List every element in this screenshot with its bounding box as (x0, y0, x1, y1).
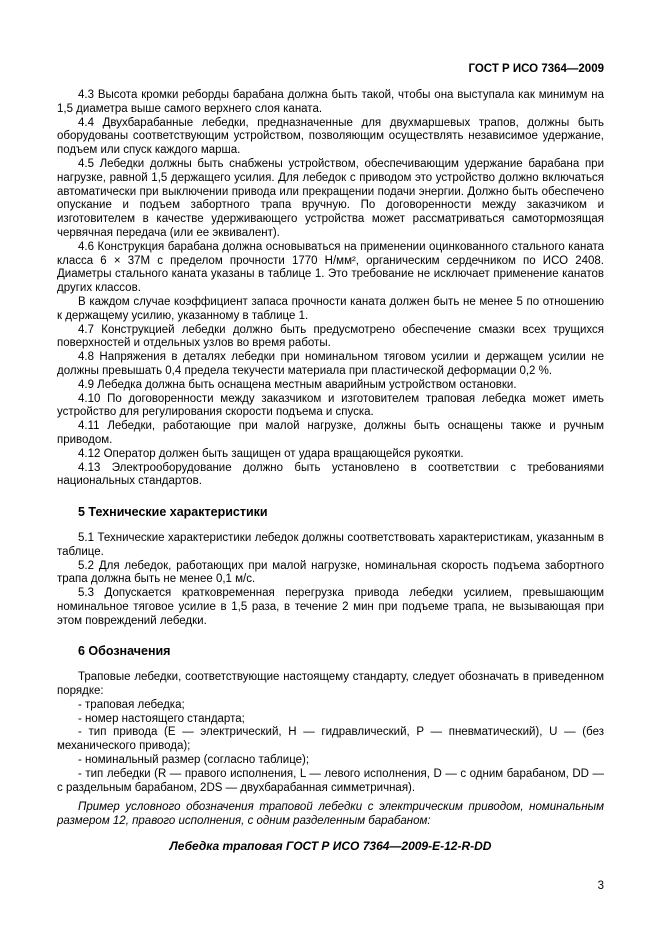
paragraph: 4.8 Напряжения в деталях лебедки при номинальном тяговом усилии и держащем усилии не должны превышать 0,4 предела текучести материала при пластической деформации 0,2 %. (57, 351, 604, 377)
paragraph: 4.13 Электрооборудование должно быть установлено в соответствии с требованиями национальных стандартов. (57, 461, 604, 488)
designation: Лебедка траповая ГОСТ Р ИСО 7364—2009-E-12-R-DD (169, 839, 492, 854)
paragraph: 5.1 Технические характеристики лебедок должны соответствовать характеристикам, указанным в таблице. (57, 531, 604, 558)
paragraph: 4.3 Высота кромки реборды барабана должна быть такой, чтобы она выступала как минимум на 1,5 диаметра выше самого верхнего слоя каната. (57, 89, 604, 115)
paragraph: 4.11 Лебедки, работающие при малой нагрузке, должны быть оснащены также и ручным приводом. (57, 420, 604, 446)
heading: 6 Обозначения (78, 644, 171, 659)
document-header (57, 62, 604, 76)
paragraph: 4.7 Конструкцией лебедки должно быть предусмотрено обеспечение смазки всех трущихся поверхностей и отдельных узлов во время работы. (57, 323, 604, 350)
page-number: 3 (597, 880, 604, 892)
document-footer (598, 880, 604, 892)
list-item: - номинальный размер (согласно таблице); (78, 754, 310, 767)
doc-code: ГОСТ Р ИСО 7364—2009 (468, 63, 604, 75)
paragraph: 5.2 Для лебедок, работающих при малой нагрузке, номинальная скорость подъема забортного трапа должна быть не менее 0,1 м/с. (57, 559, 604, 586)
paragraph: 4.5 Лебедки должны быть снабжены устройством, обеспечивающим удержание барабана при нагрузке, равной 1,5 держащего усилия. Для лебедок с приводом это устройство должно включаться автоматически при выключении привода или прекращении подачи энергии. Должно быть обеспечено опускание и подъем забортного трапа вручную. По договоренности между заказчиком и изготовителем в качестве удерживающего устройства может рассматриваться самотормозящая червячная передача (или ее эквивалент). (57, 157, 604, 239)
paragraph: В каждом случае коэффициент запаса прочности каната должен быть не менее 5 по отношению к держащему усилию, указанному в таблице 1. (57, 295, 604, 322)
example: Пример условного обозначения траповой лебедки с электрическим приводом, номинальным размером 12, правого исполнения, с одним разделенным барабаном: (57, 801, 604, 828)
paragraph: 4.10 По договоренности между заказчиком и изготовителем траповая лебедка может иметь устройство для регулирования скорости подъема и спуска. (57, 392, 604, 419)
paragraph: 4.6 Конструкция барабана должна основываться на применении оцинкованного стального каната класса 6 × 37М с пределом прочности 1770 Н/мм², органическим сердечником по ИСО 2408. Диаметры стального каната указаны в таблице 1. Это требование не исключает применение канатов других классов. (57, 240, 604, 295)
list-item: - тип привода (E — электрический, H — гидравлический, P — пневматический), U — (без механического привода); (57, 726, 604, 753)
list-item: - тип лебедки (R — правого исполнения, L — левого исполнения, D — с одним барабаном, DD — с раздельным барабаном, 2DS — двухбарабанная симметричная). (57, 767, 604, 794)
document-body (57, 89, 604, 854)
paragraph: Траповые лебедки, соответствующие настоящему стандарту, следует обозначать в приведенном порядке: (57, 671, 604, 698)
paragraph: 4.4 Двухбарабанные лебедки, предназначенные для двухмаршевых трапов, должны быть оборудованы соответствующим устройством, позволяющим осуществлять независимое удержание, подъем или спуск каждого марша. (57, 116, 604, 157)
heading: 5 Технические характеристики (78, 505, 268, 520)
list-item: - номер настоящего стандарта; (78, 712, 245, 725)
paragraph: 4.12 Оператор должен быть защищен от удара вращающейся рукоятки. (78, 447, 464, 460)
paragraph: 5.3 Допускается кратковременная перегрузка привода лебедки усилием, превышающим номинальное тяговое усилие в 1,5 раза, в течение 2 мин при подъеме трапа, не вызывающая при этом повреждений лебедки. (57, 587, 604, 627)
list-item: - траповая лебедка; (78, 698, 185, 711)
paragraph: 4.9 Лебедка должна быть оснащена местным аварийным устройством остановки. (78, 378, 517, 391)
